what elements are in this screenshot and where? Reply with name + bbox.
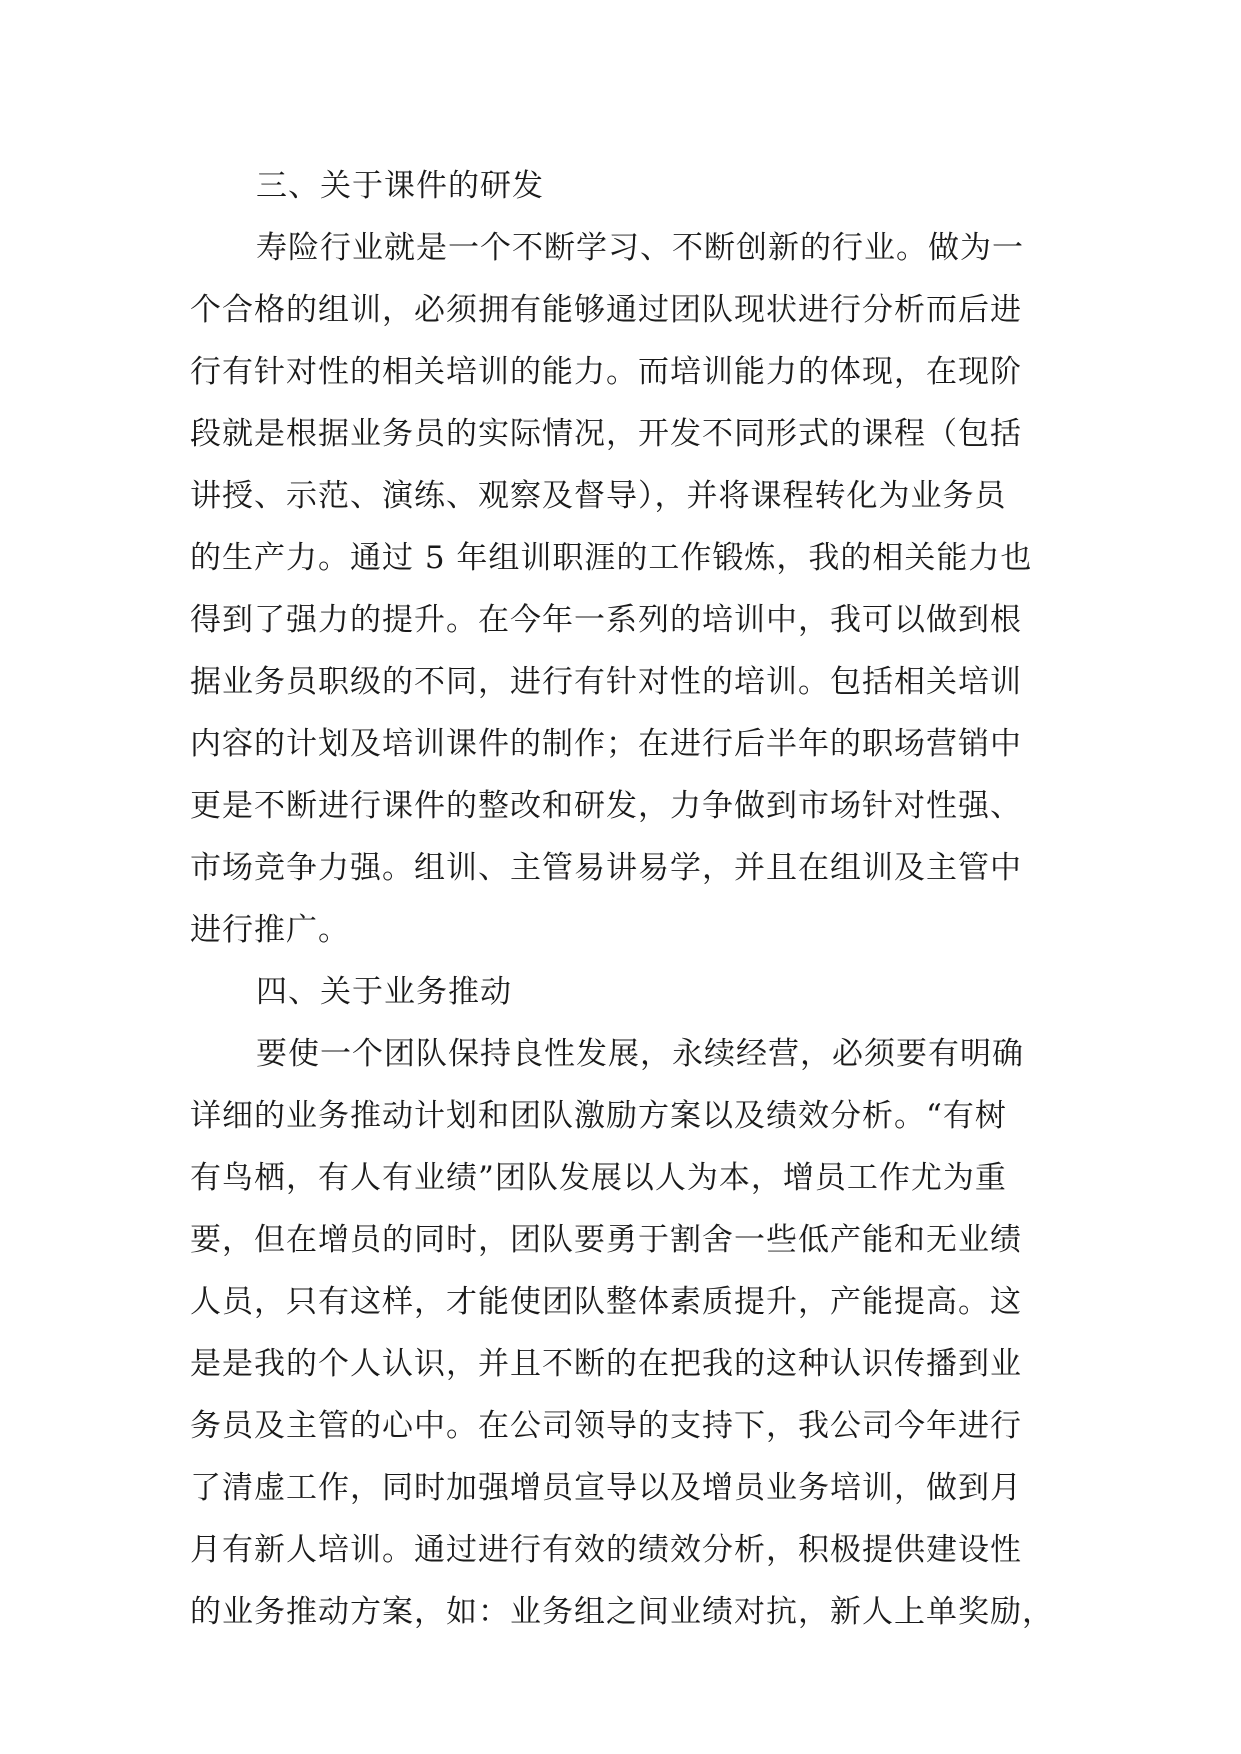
text-line: 段就是根据业务员的实际情况，开发不同形式的课程（包括 (190, 416, 1022, 452)
paragraph-first-line: 四、关于业务推动 (256, 974, 512, 1010)
paragraph-first-line: 寿险行业就是一个不断学习、不断创新的行业。做为一 (256, 230, 1024, 266)
text-line: 进行推广。 (190, 912, 350, 948)
text-line: 个合格的组训，必须拥有能够通过团队现状进行分析而后进 (190, 292, 1022, 328)
text-line: 得到了强力的提升。在今年一系列的培训中，我可以做到根 (190, 602, 1022, 638)
text-line: 月有新人培训。通过进行有效的绩效分析，积极提供建设性 (190, 1532, 1022, 1568)
paragraph-first-line: 三、关于课件的研发 (256, 168, 544, 204)
text-line: 人员，只有这样，才能使团队整体素质提升，产能提高。这 (190, 1284, 1022, 1320)
text-line: 讲授、示范、演练、观察及督导），并将课程转化为业务员 (190, 478, 1007, 514)
text-line: 的生产力。通过 5 年组训职涯的工作锻炼，我的相关能力也 (190, 540, 1033, 576)
text-line: 更是不断进行课件的整改和研发，力争做到市场针对性强、 (190, 788, 1022, 824)
text-line: 内容的计划及培训课件的制作；在进行后半年的职场营销中 (190, 726, 1022, 762)
text-line: 行有针对性的相关培训的能力。而培训能力的体现，在现阶 (190, 354, 1022, 390)
text-line: 是是我的个人认识，并且不断的在把我的这种认识传播到业 (190, 1346, 1022, 1382)
text-line: 务员及主管的心中。在公司领导的支持下，我公司今年进行 (190, 1408, 1022, 1444)
text-line: 市场竞争力强。组训、主管易讲易学，并且在组训及主管中 (190, 850, 1022, 886)
text-line: 了清虚工作，同时加强增员宣导以及增员业务培训，做到月 (190, 1470, 1022, 1506)
text-line: 据业务员职级的不同，进行有针对性的培训。包括相关培训 (190, 664, 1022, 700)
text-line: 要，但在增员的同时，团队要勇于割舍一些低产能和无业绩 (190, 1222, 1022, 1258)
text-line: 的业务推动方案，如：业务组之间业绩对抗，新人上单奖励， (190, 1594, 1054, 1630)
text-line: 有鸟栖，有人有业绩”团队发展以人为本，增员工作尤为重 (190, 1160, 1007, 1196)
text-line: 详细的业务推动计划和团队激励方案以及绩效分析。“有树 (190, 1098, 1007, 1134)
document-body (190, 155, 1060, 1643)
paragraph-first-line: 要使一个团队保持良性发展，永续经营，必须要有明确 (256, 1036, 1024, 1072)
